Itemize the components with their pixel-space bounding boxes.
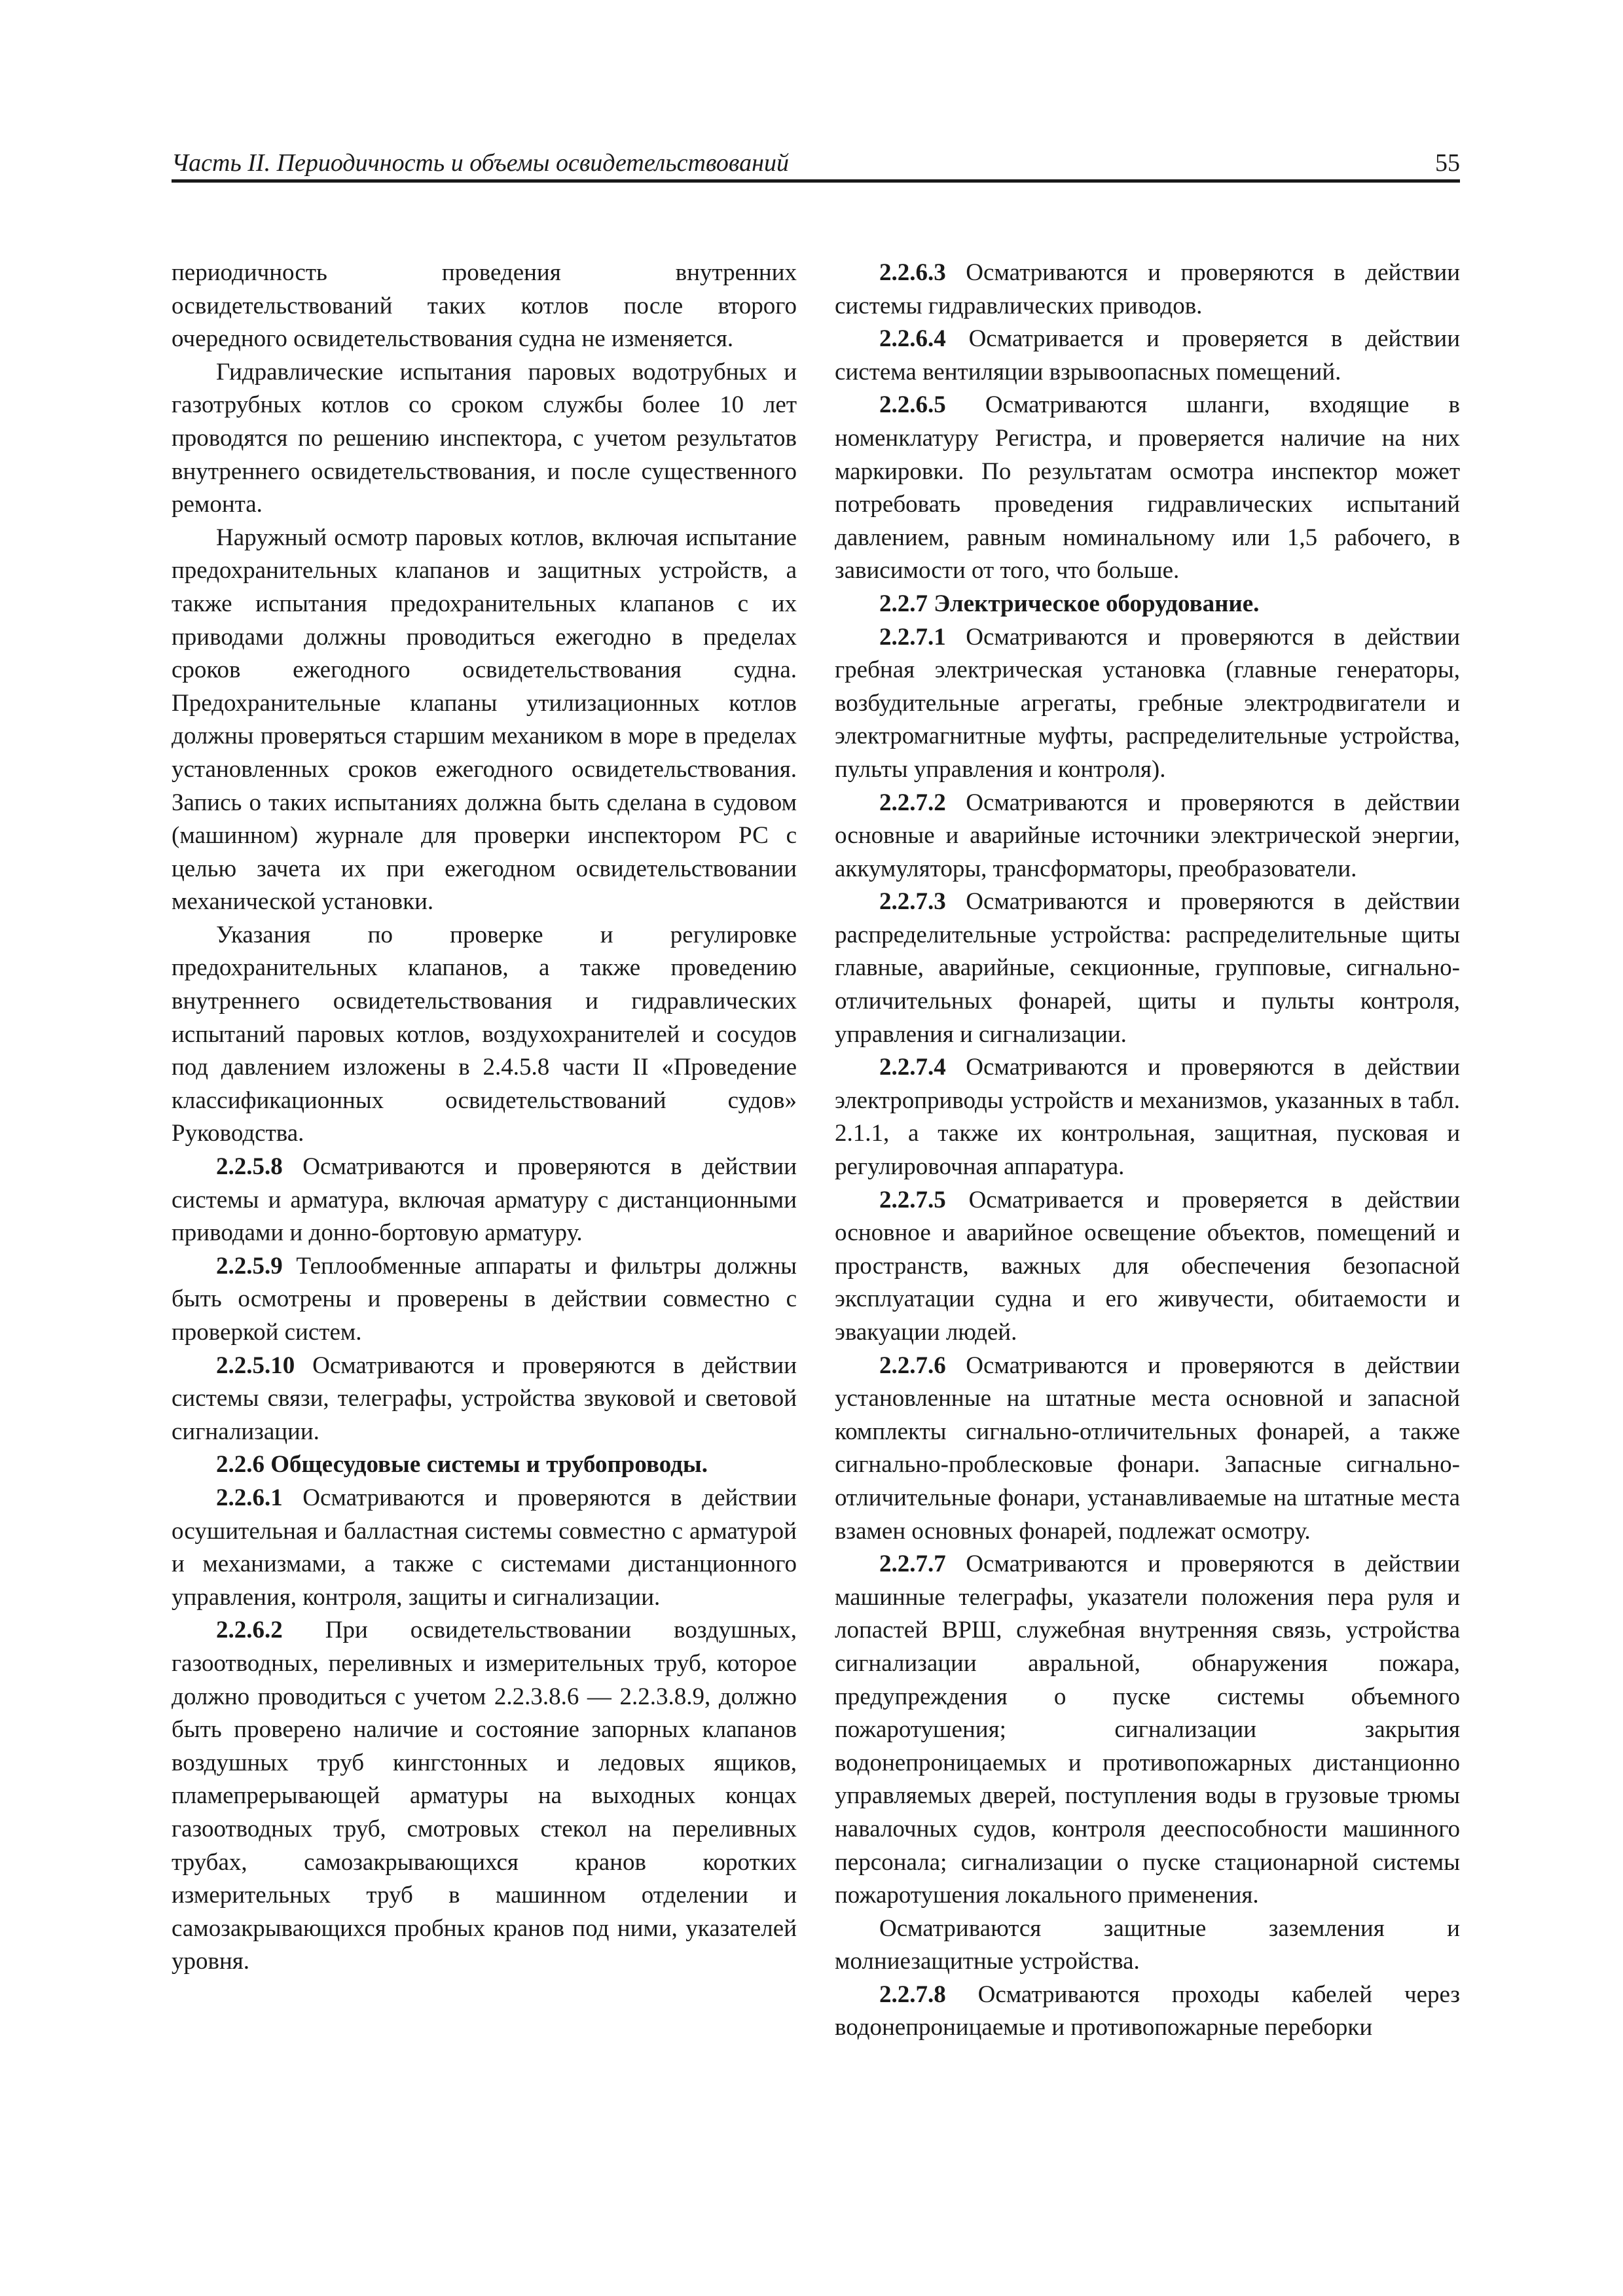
paragraph: Осматриваются защитные заземления и молниезащитные устройства.: [835, 1914, 1460, 1975]
paragraph-2-2-7-3: 2.2.7.3 Осматриваются и проверяются в действии распределительные устройства: распределительные щиты главные, аварийные, секционные, групповые, сигнально-отличительных фонарей, щиты и пульты контроля, управления и сигнализации.: [835, 888, 1460, 1048]
paragraph-2-2-7-4: 2.2.7.4 Осматриваются и проверяются в действии электроприводы устройств и механизмов, указанных в табл. 2.1.1, а также их контрольная, защитная, пусковая и регулировочная аппаратура.: [835, 1054, 1460, 1181]
paragraph-2-2-7-2: 2.2.7.2 Осматриваются и проверяются в действии основные и аварийные источники электрической энергии, аккумуляторы, трансформаторы, преобразователи.: [835, 789, 1460, 882]
paragraph-2-2-5-10: 2.2.5.10 Осматриваются и проверяются в действии системы связи, телеграфы, устройства звуковой и световой сигнализации.: [172, 1352, 797, 1445]
paragraph-2-2-7-1: 2.2.7.1 Осматриваются и проверяются в действии гребная электрическая установка (главные генераторы, возбудительные агрегаты, гребные электродвигатели и электромагнитные муфты, распределительные устройства, пульты управления и контроля).: [835, 623, 1460, 783]
paragraph-2-2-7-7: 2.2.7.7 Осматриваются и проверяются в действии машинные телеграфы, указатели положения пера руля и лопастей ВРШ, служебная внутренняя связь, устройства сигнализации авральной, обнаружения пожара, предупреждения о пуске системы объемного пожаротушения; сигнализации закрытия водонепроницаемых и противопожарных дистанционно управляемых дверей, поступления воды в грузовые трюмы навалочных судов, контроля дееспособности машинного персонала; сигнализации о пуске стационарной системы пожаротушения локального применения.: [835, 1551, 1460, 1909]
paragraph: Гидравлические испытания паровых водотрубных и газотрубных котлов со сроком службы более 10 лет проводятся по решению инспектора, с учетом результатов внутреннего освидетельствования, и после существенного ремонта.: [172, 358, 797, 518]
paragraph-2-2-5-9: 2.2.5.9 Теплообменные аппараты и фильтры должны быть осмотрены и проверены в действии совместно с проверкой систем.: [172, 1252, 797, 1346]
paragraph-2-2-6-3: 2.2.6.3 Осматриваются и проверяются в действии системы гидравлических приводов.: [835, 259, 1460, 319]
paragraph-2-2-7-5: 2.2.7.5 Осматривается и проверяется в действии основное и аварийное освещение объектов, помещений и пространств, важных для обеспечения безопасной эксплуатации судна и его живучести, обитаемости и эвакуации людей.: [835, 1186, 1460, 1346]
paragraph-2-2-7-8: 2.2.7.8 Осматриваются проходы кабелей через водонепроницаемые и противопожарные переборки: [835, 1981, 1460, 2041]
page-number: 55: [1435, 149, 1460, 177]
running-header: [172, 145, 1460, 183]
paragraph: периодичность проведения внутренних освидетельствований таких котлов после второго очередного освидетельствования судна не изменяется.: [172, 259, 797, 353]
paragraph-2-2-7-6: 2.2.7.6 Осматриваются и проверяются в действии установленные на штатные места основной и запасной комплекты сигнально-отличительных фонарей, а также сигнально-проблесковые фонари. Запасные сигнально-отличительные фонари, устанавливаемые на штатные места взамен основных фонарей, подлежат осмотру.: [835, 1352, 1460, 1545]
paragraph-2-2-6-2: 2.2.6.2 При освидетельствовании воздушных, газоотводных, переливных и измерительных труб, которое должно проводиться с учетом 2.2.3.8.6 — 2.2.3.8.9, должно быть проверено наличие и состояние запорных клапанов воздушных труб кингстонных и ледовых ящиков, пламепрерывающей арматуры на выходных концах газоотводных труб, смотровых стекол на переливных трубах, самозакрывающихся кранов коротких измерительных труб в машинном отделении и самозакрывающихся пробных кранов под ними, указателей уровня.: [172, 1617, 797, 1975]
header-title: Часть II. Периодичность и объемы освидетельствований: [172, 149, 790, 177]
paragraph-2-2-5-8: 2.2.5.8 Осматриваются и проверяются в действии системы и арматура, включая арматуру с дистанционными приводами и донно-бортовую арматуру.: [172, 1153, 797, 1247]
paragraph-2-2-6-1: 2.2.6.1 Осматриваются и проверяются в действии осушительная и балластная системы совместно с арматурой и механизмами, а также с системами дистанционного управления, контроля, защиты и сигнализации.: [172, 1484, 797, 1611]
paragraph-2-2-6-4: 2.2.6.4 Осматривается и проверяется в действии система вентиляции взрывоопасных помещений.: [835, 325, 1460, 386]
paragraph-2-2-6-5: 2.2.6.5 Осматриваются шланги, входящие в номенклатуру Регистра, и проверяется наличие на них маркировки. По результатам осмотра инспектор может потребовать проведения гидравлических испытаний давлением, равным номинальному или 1,5 рабочего, в зависимости от того, что больше.: [835, 391, 1460, 584]
right-column: [835, 257, 1460, 2045]
left-column: [172, 257, 797, 1979]
paragraph: Указания по проверке и регулировке предохранительных клапанов, а также проведению внутреннего освидетельствования и гидравлических испытаний паровых котлов, воздухохранителей и сосудов под давлением изложены в 2.4.5.8 части II «Проведение классификационных освидетельствований судов» Руководства.: [172, 921, 797, 1147]
section-heading-2-2-6: 2.2.6 Общесудовые системы и трубопроводы.: [216, 1451, 708, 1479]
section-heading-2-2-7: 2.2.7 Электрическое оборудование.: [879, 590, 1260, 617]
paragraph: Наружный осмотр паровых котлов, включая испытание предохранительных клапанов и защитных устройств, а также испытания предохранительных клапанов с их приводами должны проводиться ежегодно в пределах сроков ежегодного освидетельствования судна. Предохранительные клапаны утилизационных котлов должны проверяться старшим механиком в море в пределах установленных сроков ежегодного освидетельствования. Запись о таких испытаниях должна быть сделана в судовом (машинном) журнале для проверки инспектором РС с целью зачета их при ежегодном освидетельствовании механической установки.: [172, 524, 797, 916]
